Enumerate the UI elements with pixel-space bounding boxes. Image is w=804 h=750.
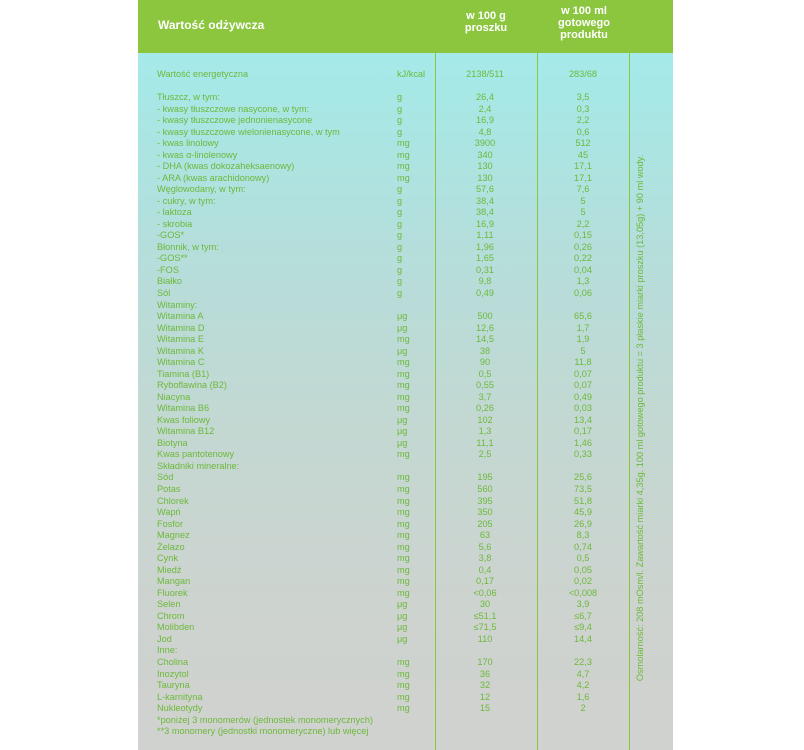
unit-cell: g: [397, 253, 403, 264]
unit-cell: μg: [397, 633, 408, 644]
value-per-100g: 38,4: [476, 207, 494, 218]
unit-cell: g: [397, 230, 403, 241]
unit-cell: g: [397, 126, 403, 137]
unit-cell: mg: [397, 403, 410, 414]
value-per-100ml: 5: [580, 345, 586, 356]
unit-cell: μg: [397, 345, 408, 356]
value-per-100ml: 65,6: [574, 311, 592, 322]
unit-cell: mg: [397, 484, 410, 495]
nutrient-label: **3 monomery (jednostki monomeryczne) lub więcej: [157, 726, 369, 737]
nutrient-label: Chlorek: [157, 495, 189, 506]
table-row: [157, 484, 617, 495]
value-per-100ml: 0,49: [574, 391, 592, 402]
value-per-100g: 12: [479, 691, 491, 702]
nutrient-label: - cukry, w tym:: [157, 195, 216, 206]
header-per-100g-line: proszku: [464, 22, 508, 34]
table-row: [157, 300, 617, 311]
header-per-100ml-line: gotowego: [558, 17, 610, 29]
nutrient-label: Cholina: [157, 656, 189, 667]
unit-cell: mg: [397, 703, 410, 714]
table-row: [157, 196, 617, 207]
unit-cell: mg: [397, 530, 410, 541]
nutrient-label: Witamina B6: [157, 403, 210, 414]
unit-cell: mg: [397, 518, 410, 529]
nutrient-label: Molibden: [157, 622, 195, 633]
table-row: [157, 276, 617, 287]
nutrient-label: Biotyna: [157, 437, 188, 448]
unit-cell: μg: [397, 311, 408, 322]
table-row: [157, 173, 617, 184]
value-per-100ml: 14,4: [574, 633, 592, 644]
unit-cell: g: [397, 241, 403, 252]
unit-cell: mg: [397, 587, 410, 598]
table-row: [157, 161, 617, 172]
table-row: [157, 519, 617, 530]
value-per-100g: <0,06: [473, 587, 497, 598]
unit-cell: mg: [397, 391, 410, 402]
value-per-100g: 38: [479, 345, 491, 356]
unit-cell: g: [397, 195, 403, 206]
header-per-100g: [436, 10, 536, 34]
unit-cell: mg: [397, 495, 410, 506]
value-per-100g: 130: [477, 161, 493, 172]
table-row: [157, 622, 617, 633]
header-per-100ml-line: w 100 ml: [561, 5, 607, 17]
value-per-100g: 1,96: [476, 241, 494, 252]
value-per-100g: 2,5: [478, 449, 492, 460]
table-row: [157, 680, 617, 691]
value-per-100g: 205: [477, 518, 493, 529]
unit-cell: kJ/kcal: [397, 69, 426, 79]
value-per-100ml: 4,2: [576, 680, 590, 691]
column-divider: [629, 0, 630, 750]
nutrient-label: Witamina B12: [157, 426, 215, 437]
value-per-100ml: 3,5: [576, 92, 590, 102]
value-per-100ml: 45: [577, 149, 589, 160]
nutrient-label: Wartość energetyczna: [157, 69, 249, 79]
table-row: [157, 138, 617, 149]
unit-cell: mg: [397, 668, 410, 679]
value-per-100ml: ≤9,4: [574, 622, 592, 633]
value-per-100ml: 1,9: [576, 334, 590, 345]
value-per-100g: 11,1: [476, 437, 494, 448]
nutrient-label: -GOS**: [157, 253, 188, 264]
value-per-100ml: 2,2: [576, 218, 590, 229]
table-row: [157, 357, 617, 368]
value-per-100g: 38,4: [476, 195, 494, 206]
unit-cell: mg: [397, 507, 410, 518]
unit-cell: g: [397, 264, 403, 275]
unit-cell: mg: [397, 553, 410, 564]
value-per-100ml: 3,9: [576, 599, 590, 610]
nutrient-label: Tiamina (B1): [157, 368, 210, 379]
unit-cell: mg: [397, 564, 410, 575]
value-per-100ml: 5: [580, 207, 586, 218]
unit-cell: mg: [397, 541, 410, 552]
value-per-100ml: 1,46: [574, 437, 592, 448]
table-row: [157, 426, 617, 437]
unit-cell: g: [397, 288, 403, 298]
value-per-100ml: 17,1: [574, 172, 592, 183]
value-per-100ml: 0,74: [574, 541, 592, 552]
value-per-100g: 90: [479, 357, 491, 368]
unit-cell: g: [397, 103, 403, 114]
nutrient-label: Wapń: [157, 507, 181, 518]
table-row: [157, 542, 617, 553]
value-per-100ml: 45,9: [574, 507, 592, 518]
nutrient-label: - skrobia: [157, 218, 193, 229]
value-per-100g: 0,5: [478, 368, 492, 379]
table-row: [157, 438, 617, 449]
side-note-text: Osmolarność: 208 mOsm/l. Zawartość miarki 4,35g. 100 ml gotowego produktu = 3 płaskie miarki proszku (13,05g) + 90 ml wody.: [635, 154, 645, 682]
value-per-100g: 1,65: [476, 253, 494, 264]
table-row: [157, 288, 617, 299]
value-per-100g: 2,4: [478, 103, 492, 114]
unit-cell: mg: [397, 656, 410, 667]
nutrient-label: Witamina D: [157, 322, 205, 333]
value-per-100ml: 17,1: [574, 161, 592, 172]
header-title: Wartość odżywcza: [158, 18, 265, 32]
value-per-100g: 63: [479, 530, 491, 541]
unit-cell: μg: [397, 599, 408, 610]
table-row: [157, 415, 617, 426]
value-per-100g: 500: [477, 311, 493, 322]
nutrient-label: Inne:: [157, 645, 178, 656]
unit-cell: g: [397, 218, 403, 229]
table-row: [157, 115, 617, 126]
value-per-100ml: 51,8: [574, 495, 592, 506]
value-per-100ml: 0,6: [576, 126, 590, 137]
table-row: [157, 692, 617, 703]
unit-cell: mg: [397, 576, 410, 587]
nutrient-label: L-karnityna: [157, 691, 203, 702]
value-per-100g: ≤71,5: [473, 622, 497, 633]
unit-cell: g: [397, 184, 403, 195]
table-row: [157, 323, 617, 334]
table-row: [157, 507, 617, 518]
value-per-100ml: 512: [575, 138, 591, 149]
unit-cell: mg: [397, 149, 410, 160]
unit-cell: g: [397, 115, 403, 126]
value-per-100g: 12,6: [476, 322, 494, 333]
value-per-100ml: 0,3: [576, 103, 590, 114]
table-row: [157, 403, 617, 414]
unit-cell: mg: [397, 680, 410, 691]
nutrient-label: Witaminy:: [157, 299, 198, 310]
value-per-100ml: 1,3: [576, 276, 590, 287]
nutrient-label: Kwas foliowy: [157, 414, 211, 425]
value-per-100ml: 73,5: [574, 484, 592, 495]
value-per-100ml: 2: [580, 703, 586, 714]
value-per-100g: 1,11: [476, 230, 494, 241]
value-per-100g: 110: [477, 633, 493, 644]
value-per-100ml: 0,33: [574, 449, 592, 460]
nutrient-label: Potas: [157, 484, 181, 495]
value-per-100g: 350: [477, 507, 493, 518]
unit-cell: mg: [397, 334, 410, 345]
value-per-100g: 5,6: [478, 541, 492, 552]
value-per-100g: 2138/511: [466, 69, 504, 79]
table-row: [157, 588, 617, 599]
table-row: [157, 657, 617, 668]
table-row: [157, 219, 617, 230]
table-row: [157, 576, 617, 587]
nutrient-label: - kwas α-linolenowy: [157, 149, 238, 160]
unit-cell: μg: [397, 437, 408, 448]
nutrient-label: Ryboflawina (B2): [157, 380, 227, 391]
nutrient-label: - kwas linolowy: [157, 138, 219, 149]
value-per-100g: 57,6: [476, 184, 494, 195]
table-row: [157, 242, 617, 253]
unit-cell: mg: [397, 368, 410, 379]
value-per-100ml: 11,8: [574, 357, 592, 368]
table-row: [157, 715, 617, 726]
unit-cell: mg: [397, 691, 410, 702]
nutrient-label: Fluorek: [157, 587, 188, 598]
value-per-100g: 4,8: [478, 126, 492, 137]
header-per-100ml: [538, 5, 630, 41]
unit-cell: g: [397, 92, 403, 102]
table-row: [157, 703, 617, 714]
table-row: [157, 472, 617, 483]
nutrient-label: Miedź: [157, 564, 182, 575]
header-per-100g-line: w 100 g: [466, 10, 506, 22]
nutrient-label: Składniki mineralne:: [157, 460, 240, 471]
nutrient-label: - kwasy tłuszczowe jednonienasycone: [157, 115, 313, 126]
unit-cell: mg: [397, 138, 410, 149]
unit-cell: mg: [397, 357, 410, 368]
value-per-100g: 36: [479, 668, 491, 679]
table-row: [157, 184, 617, 195]
table-row: [157, 669, 617, 680]
value-per-100ml: 4,7: [576, 668, 590, 679]
table-row: [157, 449, 617, 460]
value-per-100ml: 13,4: [574, 414, 592, 425]
unit-cell: mg: [397, 449, 410, 460]
unit-cell: g: [397, 207, 403, 218]
nutrient-label: Kwas pantotenowy: [157, 449, 235, 460]
value-per-100g: 195: [477, 472, 493, 483]
nutrient-label: Tłuszcz, w tym:: [157, 92, 220, 102]
nutrient-label: - laktoza: [157, 207, 192, 218]
table-row: [157, 127, 617, 138]
table-row: [157, 634, 617, 645]
value-per-100ml: 0,22: [574, 253, 592, 264]
value-per-100g: 16,9: [476, 218, 494, 229]
nutrient-label: Węglowodany, w tym:: [157, 184, 246, 195]
nutrient-label: Witamina A: [157, 311, 204, 322]
value-per-100g: 560: [477, 484, 493, 495]
value-per-100ml: 0,06: [574, 288, 592, 298]
value-per-100ml: 0,02: [574, 576, 592, 587]
table-row: [157, 461, 617, 472]
table-row: [157, 346, 617, 357]
value-per-100g: 0,49: [476, 288, 494, 298]
table-row: [157, 530, 617, 541]
value-per-100g: 32: [479, 680, 491, 691]
value-per-100g: 170: [477, 656, 493, 667]
value-per-100ml: 0,17: [574, 426, 592, 437]
unit-cell: mg: [397, 161, 410, 172]
table-row: [157, 92, 617, 103]
table-row: [157, 104, 617, 115]
unit-cell: μg: [397, 610, 408, 621]
value-per-100ml: 8,3: [576, 530, 590, 541]
value-per-100ml: 0,04: [574, 264, 592, 275]
table-row: [157, 611, 617, 622]
value-per-100ml: 0,03: [574, 403, 592, 414]
value-per-100ml: 0,05: [574, 564, 592, 575]
value-per-100g: 30: [479, 599, 491, 610]
table-row: [157, 150, 617, 161]
nutrient-label: Selen: [157, 599, 181, 610]
unit-cell: μg: [397, 414, 408, 425]
unit-cell: μg: [397, 322, 408, 333]
nutrient-label: Chrom: [157, 610, 185, 621]
nutrient-label: -FOS: [157, 264, 179, 275]
value-per-100ml: 5: [580, 195, 586, 206]
value-per-100g: 395: [477, 495, 493, 506]
value-per-100ml: <0,008: [568, 587, 598, 598]
nutrient-label: *poniżej 3 monomerów (jednostek monomerycznych): [157, 714, 374, 725]
value-per-100g: 0,4: [478, 564, 492, 575]
value-per-100g: 3900: [474, 138, 496, 149]
nutrient-label: - kwasy tłuszczowe wielonienasycone, w tym: [157, 126, 340, 137]
nutrient-label: Jod: [157, 633, 172, 644]
table-row: [157, 265, 617, 276]
value-per-100ml: 22,3: [574, 656, 592, 667]
nutrient-label: Błonnik, w tym:: [157, 241, 219, 252]
table-row: [157, 253, 617, 264]
value-per-100ml: 1,7: [576, 322, 590, 333]
value-per-100ml: 283/68: [568, 69, 598, 79]
value-per-100ml: 2,2: [576, 115, 590, 126]
value-per-100g: 130: [477, 172, 493, 183]
value-per-100g: 3,7: [478, 391, 492, 402]
table-row: [157, 392, 617, 403]
unit-cell: mg: [397, 380, 410, 391]
nutrient-label: Mangan: [157, 576, 191, 587]
value-per-100ml: 7,6: [576, 184, 590, 195]
nutrient-label: Witamina E: [157, 334, 204, 345]
table-row: [157, 380, 617, 391]
value-per-100g: ≤51,1: [473, 610, 497, 621]
header-per-100ml-line: produktu: [560, 29, 608, 41]
value-per-100g: 14,5: [476, 334, 494, 345]
value-per-100ml: 0,15: [574, 230, 592, 241]
nutrient-label: Witamina K: [157, 345, 204, 356]
table-row: [157, 311, 617, 322]
nutrient-label: Witamina C: [157, 357, 205, 368]
table-row: [157, 553, 617, 564]
value-per-100g: 0,26: [476, 403, 494, 414]
unit-cell: mg: [397, 172, 410, 183]
unit-cell: μg: [397, 426, 408, 437]
value-per-100ml: 0,07: [574, 380, 592, 391]
value-per-100g: 0,17: [476, 576, 494, 587]
unit-cell: g: [397, 276, 403, 287]
nutrient-label: Tauryna: [157, 680, 190, 691]
nutrient-label: - kwasy tłuszczowe nasycone, w tym:: [157, 103, 310, 114]
nutrient-label: Inozytol: [157, 668, 189, 679]
value-per-100g: 1,3: [478, 426, 492, 437]
value-per-100ml: 25,6: [574, 472, 592, 483]
nutrient-label: - ARA (kwas arachidonowy): [157, 172, 270, 183]
table-row: [157, 69, 617, 80]
unit-cell: mg: [397, 472, 410, 483]
table-header: [138, 0, 673, 53]
value-per-100g: 16,9: [476, 115, 494, 126]
value-per-100g: 340: [477, 149, 493, 160]
value-per-100ml: 1,6: [576, 691, 590, 702]
table-row: [157, 726, 617, 737]
table-row: [157, 496, 617, 507]
value-per-100ml: ≤6,7: [574, 610, 592, 621]
nutrient-label: Białko: [157, 276, 183, 287]
value-per-100g: 26,4: [476, 92, 494, 102]
value-per-100ml: 0,26: [574, 241, 592, 252]
value-per-100ml: 0,07: [574, 368, 592, 379]
table-row: [157, 369, 617, 380]
value-per-100g: 0,55: [476, 380, 494, 391]
nutrient-label: Cynk: [157, 553, 178, 564]
table-row: [157, 334, 617, 345]
nutrient-label: - DHA (kwas dokozaheksaenowy): [157, 161, 295, 172]
table-row: [157, 565, 617, 576]
nutrient-label: Niacyna: [157, 391, 191, 402]
nutrient-label: Sól: [157, 288, 171, 298]
unit-cell: μg: [397, 622, 408, 633]
nutrient-label: Magnez: [157, 530, 190, 541]
value-per-100ml: 26,9: [574, 518, 592, 529]
table-row: [157, 599, 617, 610]
value-per-100g: 15: [479, 703, 491, 714]
table-row: [157, 207, 617, 218]
nutrient-label: Sód: [157, 472, 174, 483]
value-per-100g: 3,8: [478, 553, 492, 564]
value-per-100ml: 0,5: [576, 553, 590, 564]
value-per-100g: 0,31: [476, 264, 494, 275]
nutrient-label: Fosfor: [157, 518, 184, 529]
value-per-100g: 102: [477, 414, 493, 425]
table-row: [157, 230, 617, 241]
value-per-100g: 9,8: [478, 276, 492, 287]
table-row: [157, 645, 617, 656]
nutrient-label: Nukleotydy: [157, 703, 203, 714]
nutrient-label: Żelazo: [157, 541, 185, 552]
nutrient-label: -GOS*: [157, 230, 185, 241]
